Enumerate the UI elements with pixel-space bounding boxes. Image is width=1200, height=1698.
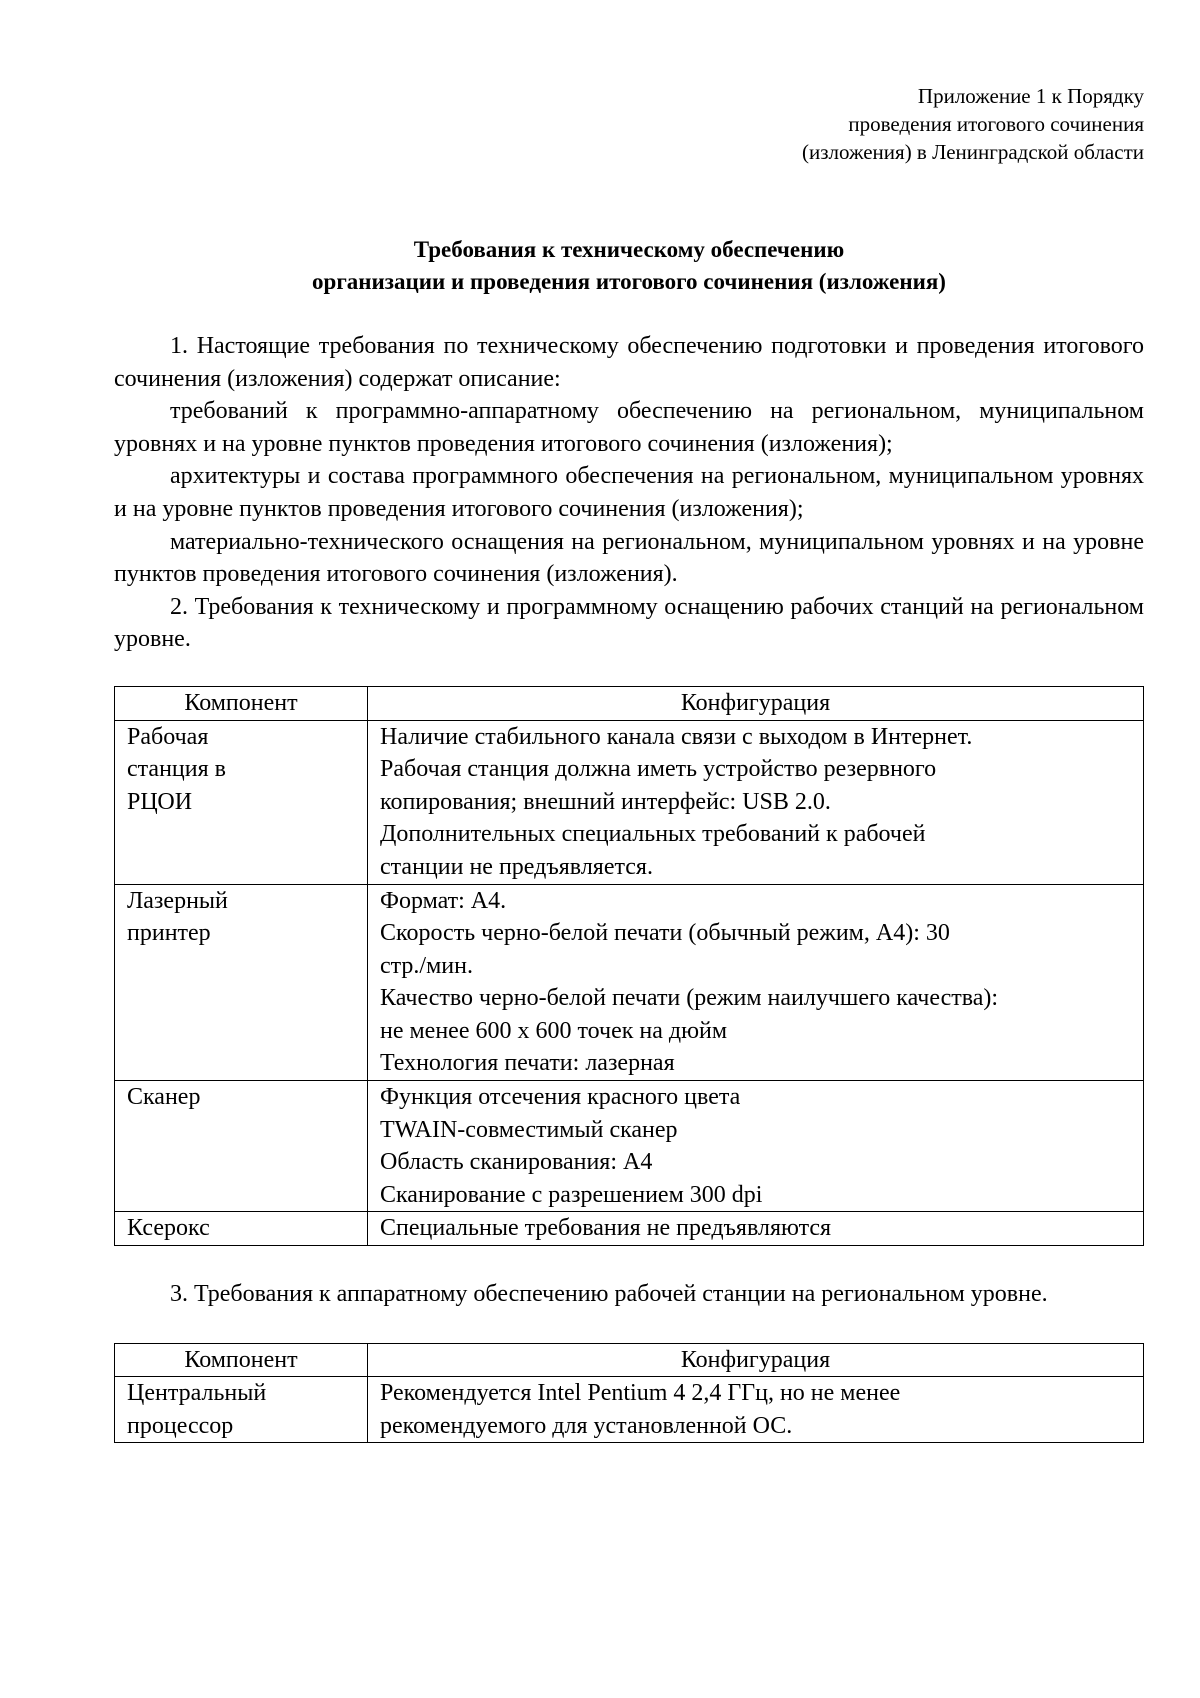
document-body [114,330,1144,1443]
component-line: станция в [127,756,226,783]
component-line: Сканер [127,1084,201,1111]
component-cell [115,1212,368,1246]
paragraph-2: требований к программно-аппаратному обеспечению на региональном, муниципальном уровнях и на уровне пунктов проведения итогового сочинения (изложения); [114,398,1144,457]
configuration-cell [368,720,1144,884]
component-line: процессор [127,1412,234,1439]
appendix-line: (изложения) в Ленинградской области [802,140,1144,164]
configuration-line: Область сканирования: А4 [380,1149,653,1176]
component-line: Центральный [127,1380,267,1407]
appendix-line: проведения итогового сочинения [848,112,1144,136]
configuration-line: Технология печати: лазерная [380,1050,675,1077]
column-header-component: Компонент [115,686,368,720]
configuration-line: стр./мин. [380,952,473,979]
component-line: РЦОИ [127,788,193,815]
column-header-configuration: Конфигурация [368,686,1144,720]
configuration-line: Рекомендуется Intel Pentium 4 2,4 ГГц, но не менее [380,1380,901,1407]
component-line: Рабочая [127,723,209,750]
configuration-cell [368,1081,1144,1212]
document-page [114,82,1144,1443]
table-row [115,884,1144,1081]
table-row [115,720,1144,884]
configuration-cell [368,884,1144,1081]
appendix-line: Приложение 1 к Порядку [917,84,1144,108]
paragraph-5: 2. Требования к техническому и программному оснащению рабочих станций на региональном уровне. [114,593,1144,653]
configuration-cell [368,1212,1144,1246]
configuration-line: копирования; внешний интерфейс: USB 2.0. [380,788,831,815]
title-line: Требования к техническому обеспечению [413,237,845,262]
component-cell [115,1081,368,1212]
workstation-requirements-table [114,686,1144,1246]
configuration-line: Специальные требования не предъявляются [380,1215,832,1242]
title-line: организации и проведения итогового сочинения (изложения) [312,269,946,294]
table-row [115,1212,1144,1246]
configuration-line: Скорость черно-белой печати (обычный режим, А4): 30 [380,920,950,947]
paragraph-6: 3. Требования к аппаратному обеспечению рабочей станции на региональном уровне. [170,1281,1048,1308]
configuration-line: Рабочая станция должна иметь устройство резервного [380,756,937,783]
component-cell [115,1377,368,1443]
configuration-line: рекомендуемого для установленной ОС. [380,1412,793,1439]
configuration-line: не менее 600 x 600 точек на дюйм [380,1017,728,1044]
configuration-cell [368,1377,1144,1443]
component-cell [115,884,368,1081]
component-line: Ксерокс [127,1215,210,1242]
component-line: принтер [127,920,211,947]
column-header-configuration: Конфигурация [368,1343,1144,1377]
configuration-line: Функция отсечения красного цвета [380,1084,741,1111]
component-line: Лазерный [127,887,228,914]
appendix-note [114,82,1144,166]
document-title [114,234,1144,298]
configuration-line: TWAIN-совместимый сканер [380,1116,678,1143]
paragraph-3: архитектуры и состава программного обеспечения на региональном, муниципальном уровнях и на уровне пунктов проведения итогового сочинения (изложения); [114,463,1144,522]
paragraph-4: материально-технического оснащения на региональном, муниципальном уровнях и на уровне пунктов проведения итогового сочинения (изложения). [114,528,1144,588]
configuration-line: Наличие стабильного канала связи с выходом в Интернет. [380,723,973,750]
paragraph-1: 1. Настоящие требования по техническому обеспечению подготовки и проведения итогового сочинения (изложения) содержат описание: [114,333,1144,392]
configuration-line: Дополнительных специальных требований к рабочей [380,821,926,848]
configuration-line: Сканирование с разрешением 300 dpi [380,1181,763,1208]
configuration-line: Формат: А4. [380,887,507,914]
column-header-component: Компонент [115,1343,368,1377]
configuration-line: Качество черно-белой печати (режим наилучшего качества): [380,985,999,1012]
table-row [115,1377,1144,1443]
table-row [115,1081,1144,1212]
hardware-requirements-table [114,1343,1144,1444]
component-cell [115,720,368,884]
table-header-row [115,1343,1144,1377]
configuration-line: станции не предъявляется. [380,853,653,880]
table-header-row [115,686,1144,720]
